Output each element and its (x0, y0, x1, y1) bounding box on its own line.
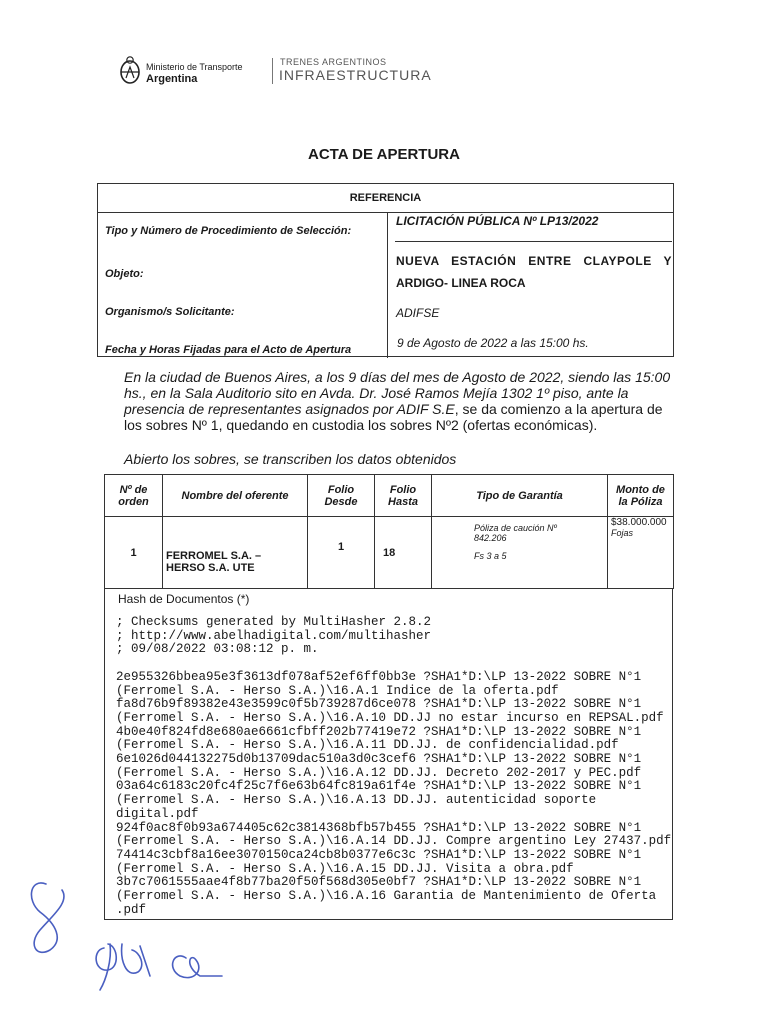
reference-table (97, 183, 674, 357)
opening-paragraph (124, 369, 684, 433)
cell-garantia (432, 517, 608, 589)
hash-line: (Ferromel S.A. - Herso S.A.)\16.A.10 DD.JJ no estar incurso en REPSAL.pdf (116, 710, 664, 725)
reference-divider (387, 212, 388, 358)
hash-line: ; http://www.abelhadigital.com/multihasher (116, 628, 432, 643)
hash-line: 74414c3cbf8a16ee3070150ca24cb8b0377e6c3c ?SHA1*D:\LP 13-2022 SOBRE N°1 (116, 847, 642, 862)
intro-sentence: Abierto los sobres, se transcriben los datos obtenidos (124, 451, 457, 467)
hash-line: ; 09/08/2022 03:08:12 p. m. (116, 642, 319, 657)
hash-line: 03a64c6183c20fc4f25c7f6e63b64fc819a61f4e ?SHA1*D:\LP 13-2022 SOBRE N°1 (116, 779, 642, 794)
label-procedure: Tipo y Número de Procedimiento de Selección: (105, 225, 352, 237)
garantia-line: Fs 3 a 5 (474, 551, 507, 561)
label-organism: Organismo/s Solicitante: (105, 306, 235, 318)
offers-table (104, 474, 674, 589)
cell-folio-desde: 1 (308, 517, 375, 589)
hash-line (116, 657, 671, 671)
logo-divider (272, 58, 273, 84)
monto-fojas: Fojas (611, 528, 634, 538)
hash-line: (Ferromel S.A. - Herso S.A.)\16.A.11 DD.JJ. de confidencialidad.pdf (116, 738, 619, 753)
hash-line: 6e1026d044132275d0b13709dac510a3d0c3cef6 ?SHA1*D:\LP 13-2022 SOBRE N°1 (116, 752, 642, 767)
reference-value-underline (395, 241, 672, 242)
value-object-line2: ARDIGO- LINEA ROCA (396, 276, 526, 290)
hash-line: 4b0e40f824fd8e680ae6661cfbff202b77419e72 ?SHA1*D:\LP 13-2022 SOBRE N°1 (116, 724, 642, 739)
hash-line: 2e955326bbea95e3f3613df078af52ef6ff0bb3e ?SHA1*D:\LP 13-2022 SOBRE N°1 (116, 669, 642, 684)
hash-line: 3b7c7061555aae4f8b77ba20f50f568d305e0bf7 ?SHA1*D:\LP 13-2022 SOBRE N°1 (116, 875, 642, 890)
hash-line: (Ferromel S.A. - Herso S.A.)\16.A.1 Indice de la oferta.pdf (116, 683, 559, 698)
paragraph-line: , se da comienzo a la apertura de (454, 401, 663, 417)
header-nombre: Nombre del oferente (163, 475, 308, 517)
table-row (105, 517, 674, 589)
ministry-name: Ministerio de Transporte (146, 62, 243, 72)
document-title: ACTA DE APERTURA (308, 146, 460, 163)
ministry-country: Argentina (146, 73, 198, 85)
paragraph-line: los sobres Nº 1, quedando en custodia los sobres Nº2 (ofertas económicas). (124, 417, 598, 433)
hash-line: (Ferromel S.A. - Herso S.A.)\16.A.12 DD.JJ. Decreto 202-2017 y PEC.pdf (116, 765, 642, 780)
label-object: Objeto: (105, 268, 144, 280)
hash-line: 924f0ac8f0b93a674405c62c3814368bfb57b455 ?SHA1*D:\LP 13-2022 SOBRE N°1 (116, 820, 642, 835)
brand-title: INFRAESTRUCTURA (279, 67, 432, 83)
value-procedure: LICITACIÓN PÚBLICA Nº LP13/2022 (396, 214, 599, 228)
hash-line: .pdf (116, 902, 147, 917)
hash-line: (Ferromel S.A. - Herso S.A.)\16.A.14 DD.JJ. Compre argentino Ley 27437.pdf (116, 834, 672, 849)
value-date: 9 de Agosto de 2022 a las 15:00 hs. (397, 336, 589, 350)
header-monto: Monto de la Póliza (608, 475, 674, 517)
hash-line: (Ferromel S.A. - Herso S.A.)\16.A.16 Garantia de Mantenimiento de Oferta (116, 889, 657, 904)
label-date: Fecha y Horas Fijadas para el Acto de Apertura (105, 344, 352, 356)
header-folio-hasta: Folio Hasta (375, 475, 432, 517)
hash-line: ; Checksums generated by MultiHasher 2.8.2 (116, 615, 432, 629)
garantia-line: Póliza de caución Nº (474, 523, 557, 533)
monto-value: $38.000.000 (611, 517, 667, 528)
brand-subtitle: TRENES ARGENTINOS (280, 57, 387, 67)
cell-orden: 1 (105, 517, 163, 589)
hash-title: Hash de Documentos (*) (118, 592, 250, 606)
hash-line: (Ferromel S.A. - Herso S.A.)\16.A.13 DD.JJ. autenticidad soporte (116, 793, 597, 808)
hash-line: (Ferromel S.A. - Herso S.A.)\16.A.15 DD.JJ. Visita a obra.pdf (116, 861, 574, 876)
hash-line: digital.pdf (116, 806, 199, 821)
header-orden: Nº de orden (105, 475, 163, 517)
value-object-line1: NUEVA ESTACIÓN ENTRE CLAYPOLE Y (396, 254, 672, 268)
cell-nombre (163, 517, 308, 589)
garantia-line: 842.206 (474, 533, 507, 543)
nombre-line: FERROMEL S.A. – (166, 550, 262, 562)
hash-line: fa8d76b9f89382e43e3599c0f5b739287d6ce078 ?SHA1*D:\LP 13-2022 SOBRE N°1 (116, 697, 642, 712)
argentina-coat-of-arms-icon (118, 54, 142, 86)
value-organism: ADIFSE (396, 306, 440, 320)
reference-heading: REFERENCIA (98, 184, 673, 213)
header-garantia: Tipo de Garantía (432, 475, 608, 517)
hash-listing (116, 616, 671, 917)
nombre-line: HERSO S.A. UTE (166, 562, 255, 574)
header-folio-desde: Folio Desde (308, 475, 375, 517)
paragraph-line: En la ciudad de Buenos Aires, a los 9 días del mes de Agosto de 2022, siendo las 15:00 (124, 369, 671, 385)
cell-monto (608, 517, 674, 589)
cell-folio-hasta: 18 (375, 517, 432, 589)
paragraph-line: hs., en la Sala Auditorio sito en Avda. Dr. José Ramos Mejía 1302 1º piso, ante la (124, 385, 629, 401)
paragraph-line: presencia de representantes asignados por ADIF S.E (124, 401, 455, 417)
